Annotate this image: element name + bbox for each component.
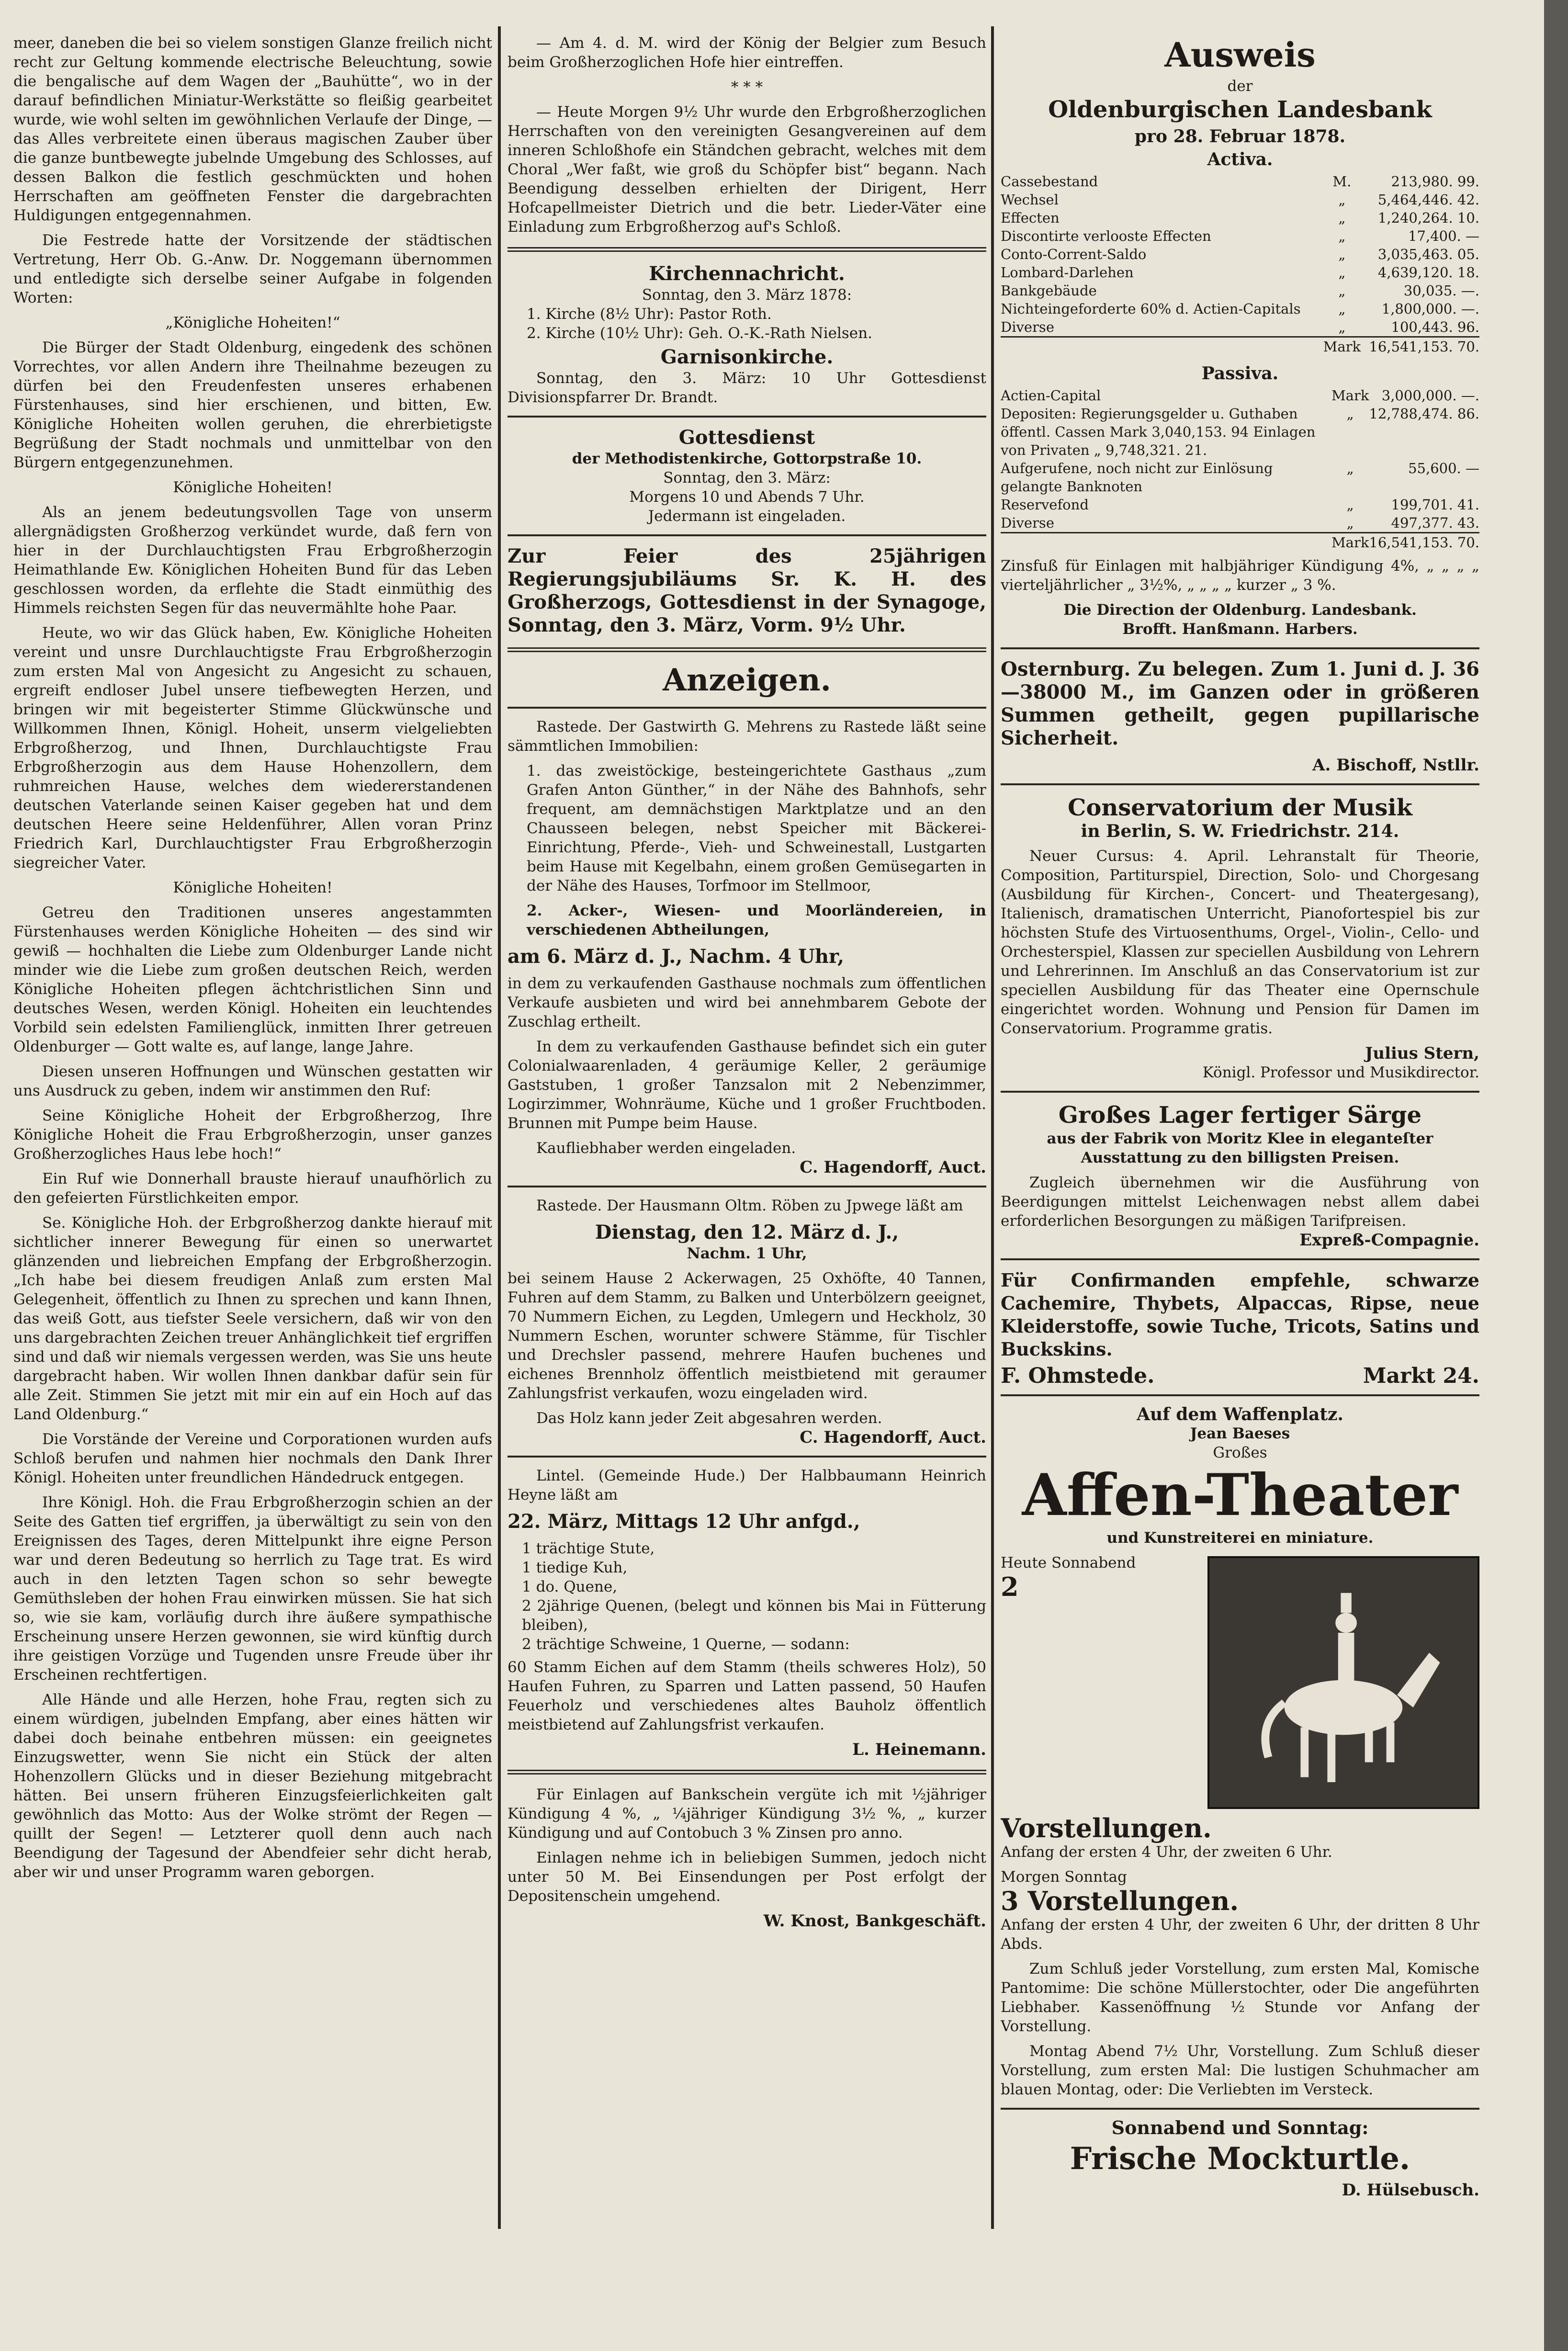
ad-text: In dem zu verkaufenden Gasthause befindet sich ein guter Colonialwaarenladen, 4 geräumige Keller, 2 geräumige Gaststuben, 1 großer Tanzsalon mit 2 Nebenzimmer, Logirzimmer, Wohnräume, Küche und 1 großer Fruchtboden. Brunnen mit Pumpe beim Hause.: [508, 1038, 986, 1132]
divider: [1001, 783, 1479, 785]
paragraph: Die Festrede hatte der Vorsitzende der städtischen Vertretung, Herr Ob. G.-Anw. Dr. Noggemann übernommen und entledigte sich derselbe seiner Aufgabe in folgenden Worten:: [13, 232, 492, 306]
passiva-heading: Passiva.: [1201, 363, 1279, 384]
ad-item: 2 2jährige Quenen, (belegt und können bis Mai in Fütterung bleiben),: [522, 1597, 986, 1634]
amount: 30,035. —.: [1403, 283, 1479, 299]
account-row: [1001, 318, 1479, 337]
account-row: [1001, 172, 1479, 191]
church-line: Sonntag, den 3. März 1878:: [642, 286, 852, 304]
salutation: „Königliche Hoheiten!“: [165, 314, 340, 331]
theater-heute: Heute Sonnabend: [1001, 1554, 1136, 1571]
paragraph: Heute, wo wir das Glück haben, Ew. Königliche Hoheiten vereint und unsre Durchlauchtigste Frau Erbgroßherzogin zum ersten Mal von Angesicht zu Angesicht zu schauen, ergreift endloser Jubel unsere tiefbewegten Herzen, und bringen wir mit begeisterter Stimme Glückwünsche und Willkommen Ihnen, Königl. Hoheit, unserm vielgeliebten Erbgroßherzog, und Ihnen, Durchlauchtigste Frau Erbgroßherzogin aus dem Hause Hohenzollern, dem ruhmreichen Hause, welches dem wiedererstandenen deutschen Vaterlande seinen Kaiser gegeben hat und dem deutschen Heere seine Heldenführer, Allen voran Prinz Friedrich Karl, Durchlauchtigster Frau Erbgroßherzogin siegreicher Vater.: [13, 624, 492, 871]
amount: 497,377. 43.: [1391, 515, 1479, 531]
divider: [508, 1186, 986, 1187]
account-row: [1001, 300, 1479, 318]
statement-date: pro 28. Februar 1878.: [1134, 126, 1346, 147]
statement-title: Ausweis: [1164, 35, 1316, 75]
service-title: Gottesdienst: [678, 426, 815, 449]
currency: „: [1338, 264, 1346, 281]
ad-signature: C. Hagendorff, Auct.: [800, 1428, 986, 1447]
theater-performances: 3 Vorstellungen.: [1001, 1886, 1239, 1916]
activa-heading: Activa.: [1207, 149, 1273, 170]
account-label: Nichteingeforderte 60% d. Actien-Capitals: [1001, 301, 1301, 317]
activa-total: [1001, 337, 1479, 356]
theater-grosses: Großes: [1213, 1444, 1267, 1461]
amount: 17,400. —: [1408, 228, 1479, 244]
loan-ad: Osternburg. Zu belegen. Zum 1. Juni d. J. 36—38000 M., im Ganzen oder in größeren Summen getheilt, gegen pupillarische Sicherheit.: [1001, 658, 1479, 749]
currency: Mark: [1323, 337, 1361, 356]
currency: Mark: [1331, 533, 1369, 552]
column-right: [1001, 34, 1479, 2236]
mockturtle-title: Frische Mockturtle.: [1070, 2141, 1410, 2177]
account-row: [1001, 514, 1479, 533]
activa-table: [1001, 172, 1479, 356]
ad-item: 1 do. Quene,: [522, 1578, 618, 1595]
theater-performances: 2 Vorstellungen.: [1001, 1571, 1212, 1843]
divider: [508, 534, 986, 536]
coffin-ad-title: Großes Lager fertiger Särge: [1058, 1102, 1422, 1129]
paragraph: meer, daneben die bei so vielem sonstigen Glanze freilich nicht recht zur Geltung kommende electrische Beleuchtung, sowie die bengalische auf dem Wagen der „Bauhütte“, wo in der darauf befindlichen Miniatur-Werkstätte so fleißig gearbeitet wurde, wie wohl selten im gewöhnlichen Verlaufe der Dinge, — das Alles verbreitete einen überaus magischen Zauber über die ganze buntbewegte jubelnde Umgebung des Schlosses, auf dessen Balkon die festlich geschmückten und hohen Herrschaften am geöffneten Fenster die dargebrachten Huldigungen entgegennahmen.: [13, 34, 492, 224]
account-row: [1001, 245, 1479, 263]
coffin-ad-text: Zugleich übernehmen wir die Ausführung von Beerdigungen mittelst Leichenwagen nebst allem dabei erforderlichen Besorgungen zu mäßigen Tarifpreisen.: [1001, 1174, 1479, 1230]
theater-morgen: Morgen Sonntag: [1001, 1868, 1127, 1886]
amount: 1,240,264. 10.: [1377, 210, 1479, 226]
paragraph: Die Bürger der Stadt Oldenburg, eingedenk des schönen Vorrechtes, vor allen Andern ihre Theilnahme bezeugen zu dürfen bei den Freudenfesten unseres erhabenen Fürstenhauses, sind hier erschienen, und bitten, Ew. Königliche Hoheiten wollen geruhen, die ehrerbietigste Begrüßung der Stadt nochmals und unmittelbar von den Bürgern entgegenzunehmen.: [13, 339, 492, 471]
passiva-total: [1001, 533, 1479, 552]
mockturtle-days: Sonnabend und Sonntag:: [1111, 2117, 1369, 2138]
ad-signature: A. Bischoff, Nstllr.: [1312, 756, 1479, 775]
currency: „: [1338, 319, 1346, 335]
paragraph: Getreu den Traditionen unseres angestammten Fürstenhauses werden Königliche Hoheiten — des sind wir gewiß — hochhalten die Liebe zum Oldenburger Lande nicht minder wie die Liebe zum großen deutschen Reich, werden Königliche Hoheiten pflegen ächtchristlichen Sinn und deutsches Wesen, werden Königl. Hoheiten ein leuchtendes Vorbild sein edelsten Familienglück, inmitten Ihrer getreuen Oldenburger — Gott walte es, auf lange, lange Jahre.: [13, 904, 492, 1055]
amount: 199,701. 41.: [1391, 497, 1479, 513]
account-label: Effecten: [1001, 210, 1060, 226]
divider: [1001, 647, 1479, 649]
account-label: Lombard-Darlehen: [1001, 264, 1134, 281]
paragraph: Diesen unseren Hoffnungen und Wünschen gestatten wir uns Ausdruck zu geben, indem wir anstimmen den Ruf:: [13, 1063, 492, 1099]
ad-date: 22. März, Mittags 12 Uhr anfgd.,: [508, 1510, 860, 1533]
theater-title: Affen-Theater: [1022, 1461, 1458, 1529]
garrison-church-text: Sonntag, den 3. März: 10 Uhr Gottesdienst Divisionspfarrer Dr. Brandt.: [508, 370, 986, 406]
ad-text: 2. Acker-, Wiesen- und Moorländereien, in verschiedenen Abtheilungen,: [527, 902, 986, 938]
ad-text: bei seinem Hause 2 Ackerwagen, 25 Oxhöfte, 40 Tannen, Fuhren auf dem Stamm, zu Balken und Unterbölzern geeignet, 70 Nummern Eichen, zu Legden, Umlegern und Heckholz, 30 Nummern Eschen, worunter schwere Stämme, für Tischler und Drechsler passend, mehrere Haufen buchenes und eichenes Brennholz öffentlich meistbietend mit geraumer Zahlungsfrist verkaufen, wozu eingeladen wird.: [508, 1270, 986, 1402]
currency: „: [1338, 228, 1346, 244]
divider: [1001, 2108, 1479, 2110]
account-label: Discontirte verlooste Effecten: [1001, 228, 1211, 244]
currency: Mark: [1331, 387, 1369, 404]
account-row: [1001, 386, 1479, 405]
ad-text: Das Holz kann jeder Zeit abgesahren werden.: [536, 1410, 882, 1427]
theater-times: Anfang der ersten 4 Uhr, der zweiten 6 Uhr, der dritten 8 Uhr Abds.: [1001, 1916, 1479, 1953]
account-row: [1001, 496, 1479, 514]
amount: 1,800,000. —.: [1381, 301, 1479, 317]
ad-signature: C. Hagendorff, Auct.: [800, 1158, 986, 1177]
paragraph: Die Vorstände der Vereine und Corporationen wurden aufs Schloß berufen und nahmen hier nochmals den Dank Ihrer Königl. Hoheiten unter freundlichen Händedruck entgegen.: [13, 1431, 492, 1486]
paragraph: Ein Ruf wie Donnerhall brauste hierauf unaufhörlich zu den gefeierten Fürstlichkeiten empor.: [13, 1170, 492, 1207]
account-label: Reservefond: [1001, 497, 1089, 513]
amount: 12,788,474. 86.: [1369, 406, 1479, 422]
service-line: Jedermann ist eingeladen.: [648, 508, 846, 525]
theater-program: Montag Abend 7½ Uhr, Vorstellung. Zum Schluß dieser Vorstellung, zum ersten Mal: Die lustigen Schuhmacher am blauen Montag, oder: Die Verliebten im Versteck.: [1001, 2043, 1479, 2098]
ad-text: Kaufliebhaber werden eingeladen.: [536, 1140, 796, 1157]
column-rule: [991, 26, 994, 2229]
theater-location: Auf dem Waffenplatz.: [1137, 1404, 1343, 1424]
amount: 16,541,153. 70.: [1369, 533, 1479, 552]
ad-text: Lintel. (Gemeinde Hude.) Der Halbbaumann Heinrich Heyne läßt am: [508, 1467, 986, 1503]
bank-directors: Brofft. Hanßmann. Harbers.: [1122, 621, 1358, 638]
merchant-address: Markt 24.: [1363, 1364, 1479, 1388]
interest-rates: Zinsfuß für Einlagen mit halbjähriger Kündigung 4%, „ „ „ „ vierteljährlicher „ 3½%, „ „ „ „ kurzer „ 3 %.: [1001, 557, 1479, 594]
account-row: [1001, 459, 1479, 496]
currency: „: [1338, 301, 1346, 317]
ad-date: am 6. März d. J., Nachm. 4 Uhr,: [508, 945, 845, 968]
news-item: — Heute Morgen 9½ Uhr wurde den Erbgroßherzoglichen Herrschaften von den vereinigten Gesangvereinen auf dem inneren Schloßhofe ein Ständchen gebracht, welches mit dem Choral „Wer faßt, wie groß du Schöpfer bist“ begann. Nach Beendigung desselben erhielten der Dirigent, Herr Hofcapellmeister Dietrich und die betr. Lieder-Väter eine Einladung zum Erbgroßherzog auf's Schloß.: [508, 103, 986, 236]
ad-text: 1. das zweistöckige, besteingerichtete Gasthaus „zum Grafen Anton Günther,“ in der Nähe des Bahnhofs, sehr frequent, am demnächstigen Marktplatze und an den Chausseen belegen, nebst Speicher mit Bäckerei-Einrichtung, Pferde-, Vieh- und Schweinestall, Lustgarten beim Hause mit Kegelbahn, einem großen Gemüsegarten in der Nähe des Hauses, Torfmoor im Stellmoor,: [527, 762, 986, 894]
amount: 3,000,000. —.: [1381, 387, 1479, 404]
theater-times: Anfang der ersten 4 Uhr, der zweiten 6 Uhr.: [1001, 1843, 1332, 1861]
divider: [1001, 1258, 1479, 1260]
currency: „: [1346, 515, 1354, 531]
horse-rider-icon: [1209, 1558, 1478, 1807]
account-row: [1001, 209, 1479, 227]
bank-direction: Die Direction der Oldenburg. Landesbank.: [1063, 601, 1417, 619]
divider: [508, 416, 986, 418]
ad-signature: Expreß-Compagnie.: [1299, 1231, 1479, 1250]
section-divider: [508, 1770, 986, 1775]
account-label: Wechsel: [1001, 192, 1059, 208]
ad-text: Rastede. Der Gastwirth G. Mehrens zu Rastede läßt seine sämmtlichen Immobilien:: [508, 718, 986, 755]
column-middle: [508, 34, 986, 2236]
garrison-church-title: Garnisonkirche.: [660, 346, 834, 368]
divider: [508, 707, 986, 709]
paragraph: Se. Königliche Hoh. der Erbgroßherzog dankte hierauf mit sichtlicher innerer Bewegung für einen so unerwartet glänzenden und liebreichen Empfang der Erbgroßherzogin. „Ich habe bei diesem freudigen Anlaß zum ersten Mal Gelegenheit, öffentlich zu Ihnen zu sprechen und kann Ihnen, das weiß Gott, aus tiefster Seele versichern, daß wir von den uns dargebrachten Zeichen treuer Anhänglichkeit tief ergriffen sind und daß wir niemals vergessen werden, was Sie uns heute dargebracht haben. Wir wollen Ihnen dankbar dafür sein für alle Zeit. Stimmen Sie jetzt mit mir ein auf ein Hoch auf das Land Oldenburg.“: [13, 1214, 492, 1423]
theater-owner: Jean Baeses: [1190, 1425, 1290, 1442]
theater-subtitle: und Kunstreiterei en miniature.: [1106, 1529, 1374, 1547]
currency: „: [1338, 283, 1346, 299]
ad-item: 1 trächtige Stute,: [522, 1540, 655, 1557]
horse-rider-engraving: [1207, 1556, 1479, 1809]
ad-item: 2 trächtige Schweine, 1 Querne, — sodann:: [522, 1636, 850, 1653]
amount: 213,980. 99.: [1391, 173, 1479, 190]
section-divider: [508, 247, 986, 252]
ad-signature: D. Hülsebusch.: [1342, 2181, 1479, 2200]
divider: [1001, 1091, 1479, 1093]
confirmation-ad: Für Confirmanden empfehle, schwarze Cachemire, Thybets, Alpaccas, Ripse, neue Kleiderstoffe, sowie Tuche, Tricots, Satins und Buckskins.: [1001, 1269, 1479, 1360]
divider: [508, 1456, 986, 1458]
service-line: Sonntag, den 3. März:: [663, 469, 831, 486]
paragraph: Seine Königliche Hoheit der Erbgroßherzog, Ihre Königliche Hoheit die Frau Erbgroßherzogin, unser ganzes Großherzogliches Haus lebe hoch!“: [13, 1107, 492, 1163]
account-row: [1001, 282, 1479, 300]
confirmation-sig: [1001, 1364, 1479, 1388]
salutation: Königliche Hoheiten!: [173, 479, 333, 496]
ad-signature: W. Knost, Bankgeschäft.: [763, 1911, 986, 1931]
ad-date: Dienstag, den 12. März d. J.,: [595, 1221, 899, 1243]
column-left: [13, 34, 492, 2236]
amount: 5,464,446. 42.: [1377, 192, 1479, 208]
coffin-ad-subtitle: aus der Fabrik von Moritz Klee in eleganteſter Ausstattung zu den billigsten Preisen.: [1047, 1130, 1433, 1166]
amount: 3,035,463. 05.: [1377, 246, 1479, 262]
ad-signature: L. Heinemann.: [852, 1740, 986, 1759]
account-label: Actien-Capital: [1001, 387, 1101, 404]
account-row: [1001, 227, 1479, 245]
ad-text: in dem zu verkaufenden Gasthause nochmals zum öffentlichen Verkaufe ausbieten und wird bei annehmbarem Gebote der Zuschlag ertheilt.: [508, 975, 986, 1030]
currency: M.: [1332, 173, 1352, 190]
currency: „: [1338, 210, 1346, 226]
account-label: Bankgebäude: [1001, 283, 1097, 299]
paragraph: Ihre Königl. Hoh. die Frau Erbgroßherzogin schien an der Seite des Gatten tief ergriffen, ja überwältigt zu sein von den Ereignissen des Tages, deren Mittelpunkt ihre eigne Person war und deren Bedeutung so herrlich zu Tage trat. Es wird auch in den letzten Tagen schon so sehr bewegte Gemüthsleben der hohen Frau einwirken müssen. Sie hat sich so, wie sie kam, vorläufig durch ihre äußere sympathische Erscheinung unsere Herzen gewonnen, sie wird künftig durch ihre geistigen Vorzüge und Tugenden unsre Freude über ihr Erscheinen rechtfertigen.: [13, 1494, 492, 1684]
account-label: Diverse: [1001, 515, 1054, 531]
amount: 55,600. —: [1408, 460, 1479, 476]
paragraph: Als an jenem bedeutungsvollen Tage von unserm allergnädigsten Großherzog verkündet wurde, daß fern von hier in der Durchlauchtigsten Frau Erbgroßherzogin Heimathlande Ew. Königlichen Hoheiten Bund für das Leben geschlossen worden, da erflehte die Stadt einmüthig des Himmels reichsten Segen für das neuvermählte hohe Paar.: [13, 504, 492, 617]
currency: „: [1346, 497, 1354, 513]
ad-text: 60 Stamm Eichen auf dem Stamm (theils schweres Holz), 50 Haufen Fuhren, zu Sparren und Latten passend, 50 Haufen Feuerholz und verschiedenes altes Bauholz öffentlich meistbietend auf Zahlungsfrist verkaufen.: [508, 1659, 986, 1733]
ad-signature: Julius Stern,: [1365, 1044, 1479, 1063]
church-line: 1. Kirche (8½ Uhr): Pastor Roth.: [527, 305, 772, 323]
paragraph: Alle Hände und alle Herzen, hohe Frau, regten sich zu einem würdigen, jubelnden Empfang, aber eines hätten wir dabei doch beinahe entbehren müssen: ein geeignetes Einzugswetter, wenn Sie nicht ein Stück der alten Hohenzollern Glücks und in dieser Beziehung mitgebracht hätten. Bei unsern früheren Einzugsfeierlichkeiten galt gewöhnlich das Motto: Aus der Wolke strömt der Regen — quillt der Segen! — Letzterer quoll denn auch nach Beendigung der Tagesund der Abendfeier sehr dicht herab, aber wir und unser Programm waren geborgen.: [13, 1691, 492, 1881]
merchant-name: F. Ohmstede.: [1001, 1364, 1155, 1388]
bank-name: Oldenburgischen Landesbank: [1048, 96, 1432, 123]
column-rule: [498, 26, 501, 2229]
statement-der: der: [1227, 78, 1253, 95]
scan-edge: [1544, 0, 1568, 2351]
currency: „: [1338, 192, 1346, 208]
account-row: [1001, 405, 1479, 459]
church-notice-title: Kirchennachricht.: [649, 262, 845, 285]
amount: 16,541,153. 70.: [1361, 337, 1479, 356]
account-label: Diverse: [1001, 319, 1054, 335]
currency: „: [1338, 246, 1346, 262]
jubilee-notice: Zur Feier des 25jährigen Regierungsjubiläums Sr. K. H. des Großherzogs, Gottesdienst in der Synagoge, Sonntag, den 3. März, Vorm. 9½ Uhr.: [508, 545, 986, 636]
news-item: — Am 4. d. M. wird der König der Belgier zum Besuch beim Großherzoglichen Hofe hier eintreffen.: [508, 34, 986, 71]
conservatory-text: Neuer Cursus: 4. April. Lehranstalt für Theorie, Composition, Partiturspiel, Direction, Solo- und Chorgesang (Ausbildung für Kirchen-, Concert- und Theatergesang), Italienisch, dramatischen Unterricht, Pianofortespiel bis zur höchsten Stufe des Virtuosenthums, Orgel-, Violin-, Cello- und Orchesterspiel, Klassen zur speciellen Ausbildung von Lehrern und Lehrerinnen. Im Anschluß an das Conservatorium ist zur speciellen Ausbildung für das Theater eine Opernschule eingerichtet worden. Wohnung und Pension für Damen im Conservatorium. Programme gratis.: [1001, 848, 1479, 1037]
account-label: Depositen: Regierungsgelder u. Guthaben öffentl. Cassen Mark 3,040,153. 94 Einlagen von Privaten „ 9,748,321. 21.: [1001, 406, 1316, 458]
service-subtitle: der Methodistenkirche, Gottorpstraße 10.: [572, 450, 922, 467]
ad-text: Für Einlagen auf Bankschein vergüte ich mit ½jähriger Kündigung 4 %, „ ¼jähriger Kündigung 3½ %, „ kurzer Kündigung und auf Contobuch 3 % Zinsen pro anno.: [508, 1786, 986, 1842]
account-row: [1001, 263, 1479, 282]
ad-text: Einlagen nehme ich in beliebigen Summen, jedoch nicht unter 50 M. Bei Einsendungen per Post erfolgt der Depositenschein umgehend.: [508, 1849, 986, 1905]
amount: 100,443. 96.: [1391, 319, 1479, 335]
conservatory-title: Conservatorium der Musik: [1068, 794, 1412, 821]
account-label: Conto-Corrent-Saldo: [1001, 246, 1147, 262]
theater-program: Zum Schluß jeder Vorstellung, zum ersten Mal, Komische Pantomime: Die schöne Müllerstochter, oder Die angeführten Liebhaber. Kassenöffnung ½ Stunde vor Anfang der Vorstellung.: [1001, 1960, 1479, 2035]
account-label: Aufgerufene, noch nicht zur Einlösung gelangte Banknoten: [1001, 460, 1273, 495]
ad-time: Nachm. 1 Uhr,: [687, 1245, 807, 1262]
section-divider: [508, 647, 986, 652]
service-line: Morgens 10 und Abends 7 Uhr.: [629, 488, 865, 506]
passiva-table: [1001, 386, 1479, 552]
conservatory-address: in Berlin, S. W. Friedrichstr. 214.: [1081, 821, 1399, 841]
currency: „: [1346, 460, 1354, 476]
ad-item: 1 tiedige Kuh,: [522, 1559, 628, 1576]
ads-heading: Anzeigen.: [663, 662, 831, 698]
account-row: [1001, 191, 1479, 209]
separator-stars: * * *: [731, 79, 763, 96]
church-line: 2. Kirche (10½ Uhr): Geh. O.-K.-Rath Nielsen.: [527, 325, 872, 342]
salutation: Königliche Hoheiten!: [173, 879, 333, 896]
ad-signature-title: Königl. Professor und Musikdirector.: [1202, 1064, 1479, 1081]
ad-text: Rastede. Der Hausmann Oltm. Röben zu Jpwege läßt am: [536, 1197, 963, 1214]
amount: 4,639,120. 18.: [1377, 264, 1479, 281]
account-label: Cassebestand: [1001, 173, 1098, 190]
currency: „: [1346, 406, 1354, 422]
divider: [1001, 1394, 1479, 1396]
